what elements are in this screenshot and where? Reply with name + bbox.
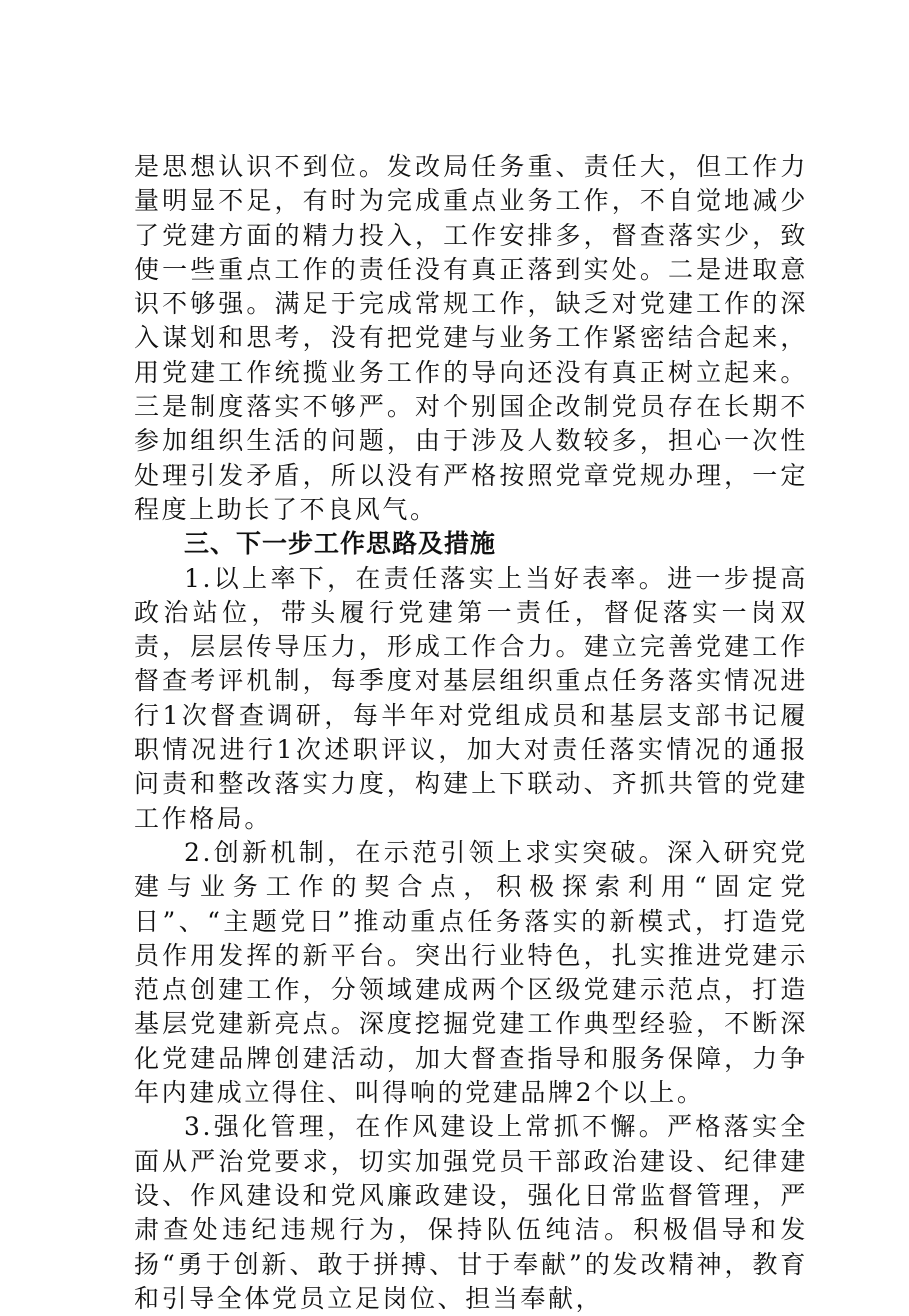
paragraph-item-2: 2.创新机制，在示范引领上求实突破。深入研究党建与业务工作的契合点，积极探索利用“固定党日”、“主题党日”推动重点任务落实的新模式，打造党员作用发挥的新平台。突出行业特色，扎实推进党建示范点创建工作，分领域建成两个区级党建示范点，打造基层党建新亮点。深度挖掘党建工作典型经验，不断深化党建品牌创建活动，加大督查指导和服务保障，力争年内建成立得住、叫得响的党建品牌2个以上。 <box>134 837 808 1108</box>
paragraph-continuation: 是思想认识不到位。发改局任务重、责任大，但工作力量明显不足，有时为完成重点业务工作，不自觉地减少了党建方面的精力投入，工作安排多，督查落实少，致使一些重点工作的责任没有真正落到实处。二是进取意识不够强。满足于完成常规工作，缺乏对党建工作的深入谋划和思考，没有把党建与业务工作紧密结合起来，用党建工作统揽业务工作的导向还没有真正树立起来。三是制度落实不够严。对个别国企改制党员存在长期不参加组织生活的问题，由于涉及人数较多，担心一次性处理引发矛盾，所以没有严格按照党章党规办理，一定程度上助长了不良风气。 <box>134 152 808 524</box>
document-body <box>134 150 808 1316</box>
section-heading: 三、下一步工作思路及措施 <box>184 529 497 559</box>
paragraph-item-3: 3.强化管理，在作风建设上常抓不懈。严格落实全面从严治党要求，切实加强党员干部政治建设、纪律建设、作风建设和党风廉政建设，强化日常监督管理，严肃查处违纪违规行为，保持队伍纯洁。积极倡导和发扬“勇于创新、敢于拼搏、甘于奉献”的发改精神，教育和引导全体党员立足岗位、担当奉献， <box>134 1112 808 1313</box>
paragraph-item-1: 1.以上率下，在责任落实上当好表率。进一步提高政治站位，带头履行党建第一责任，督促落实一岗双责，层层传导压力，形成工作合力。建立完善党建工作督查考评机制，每季度对基层组织重点任务落实情况进行1次督查调研，每半年对党组成员和基层支部书记履职情况进行1次述职评议，加大对责任落实情况的通报问责和整改落实力度，构建上下联动、齐抓共管的党建工作格局。 <box>134 563 808 833</box>
